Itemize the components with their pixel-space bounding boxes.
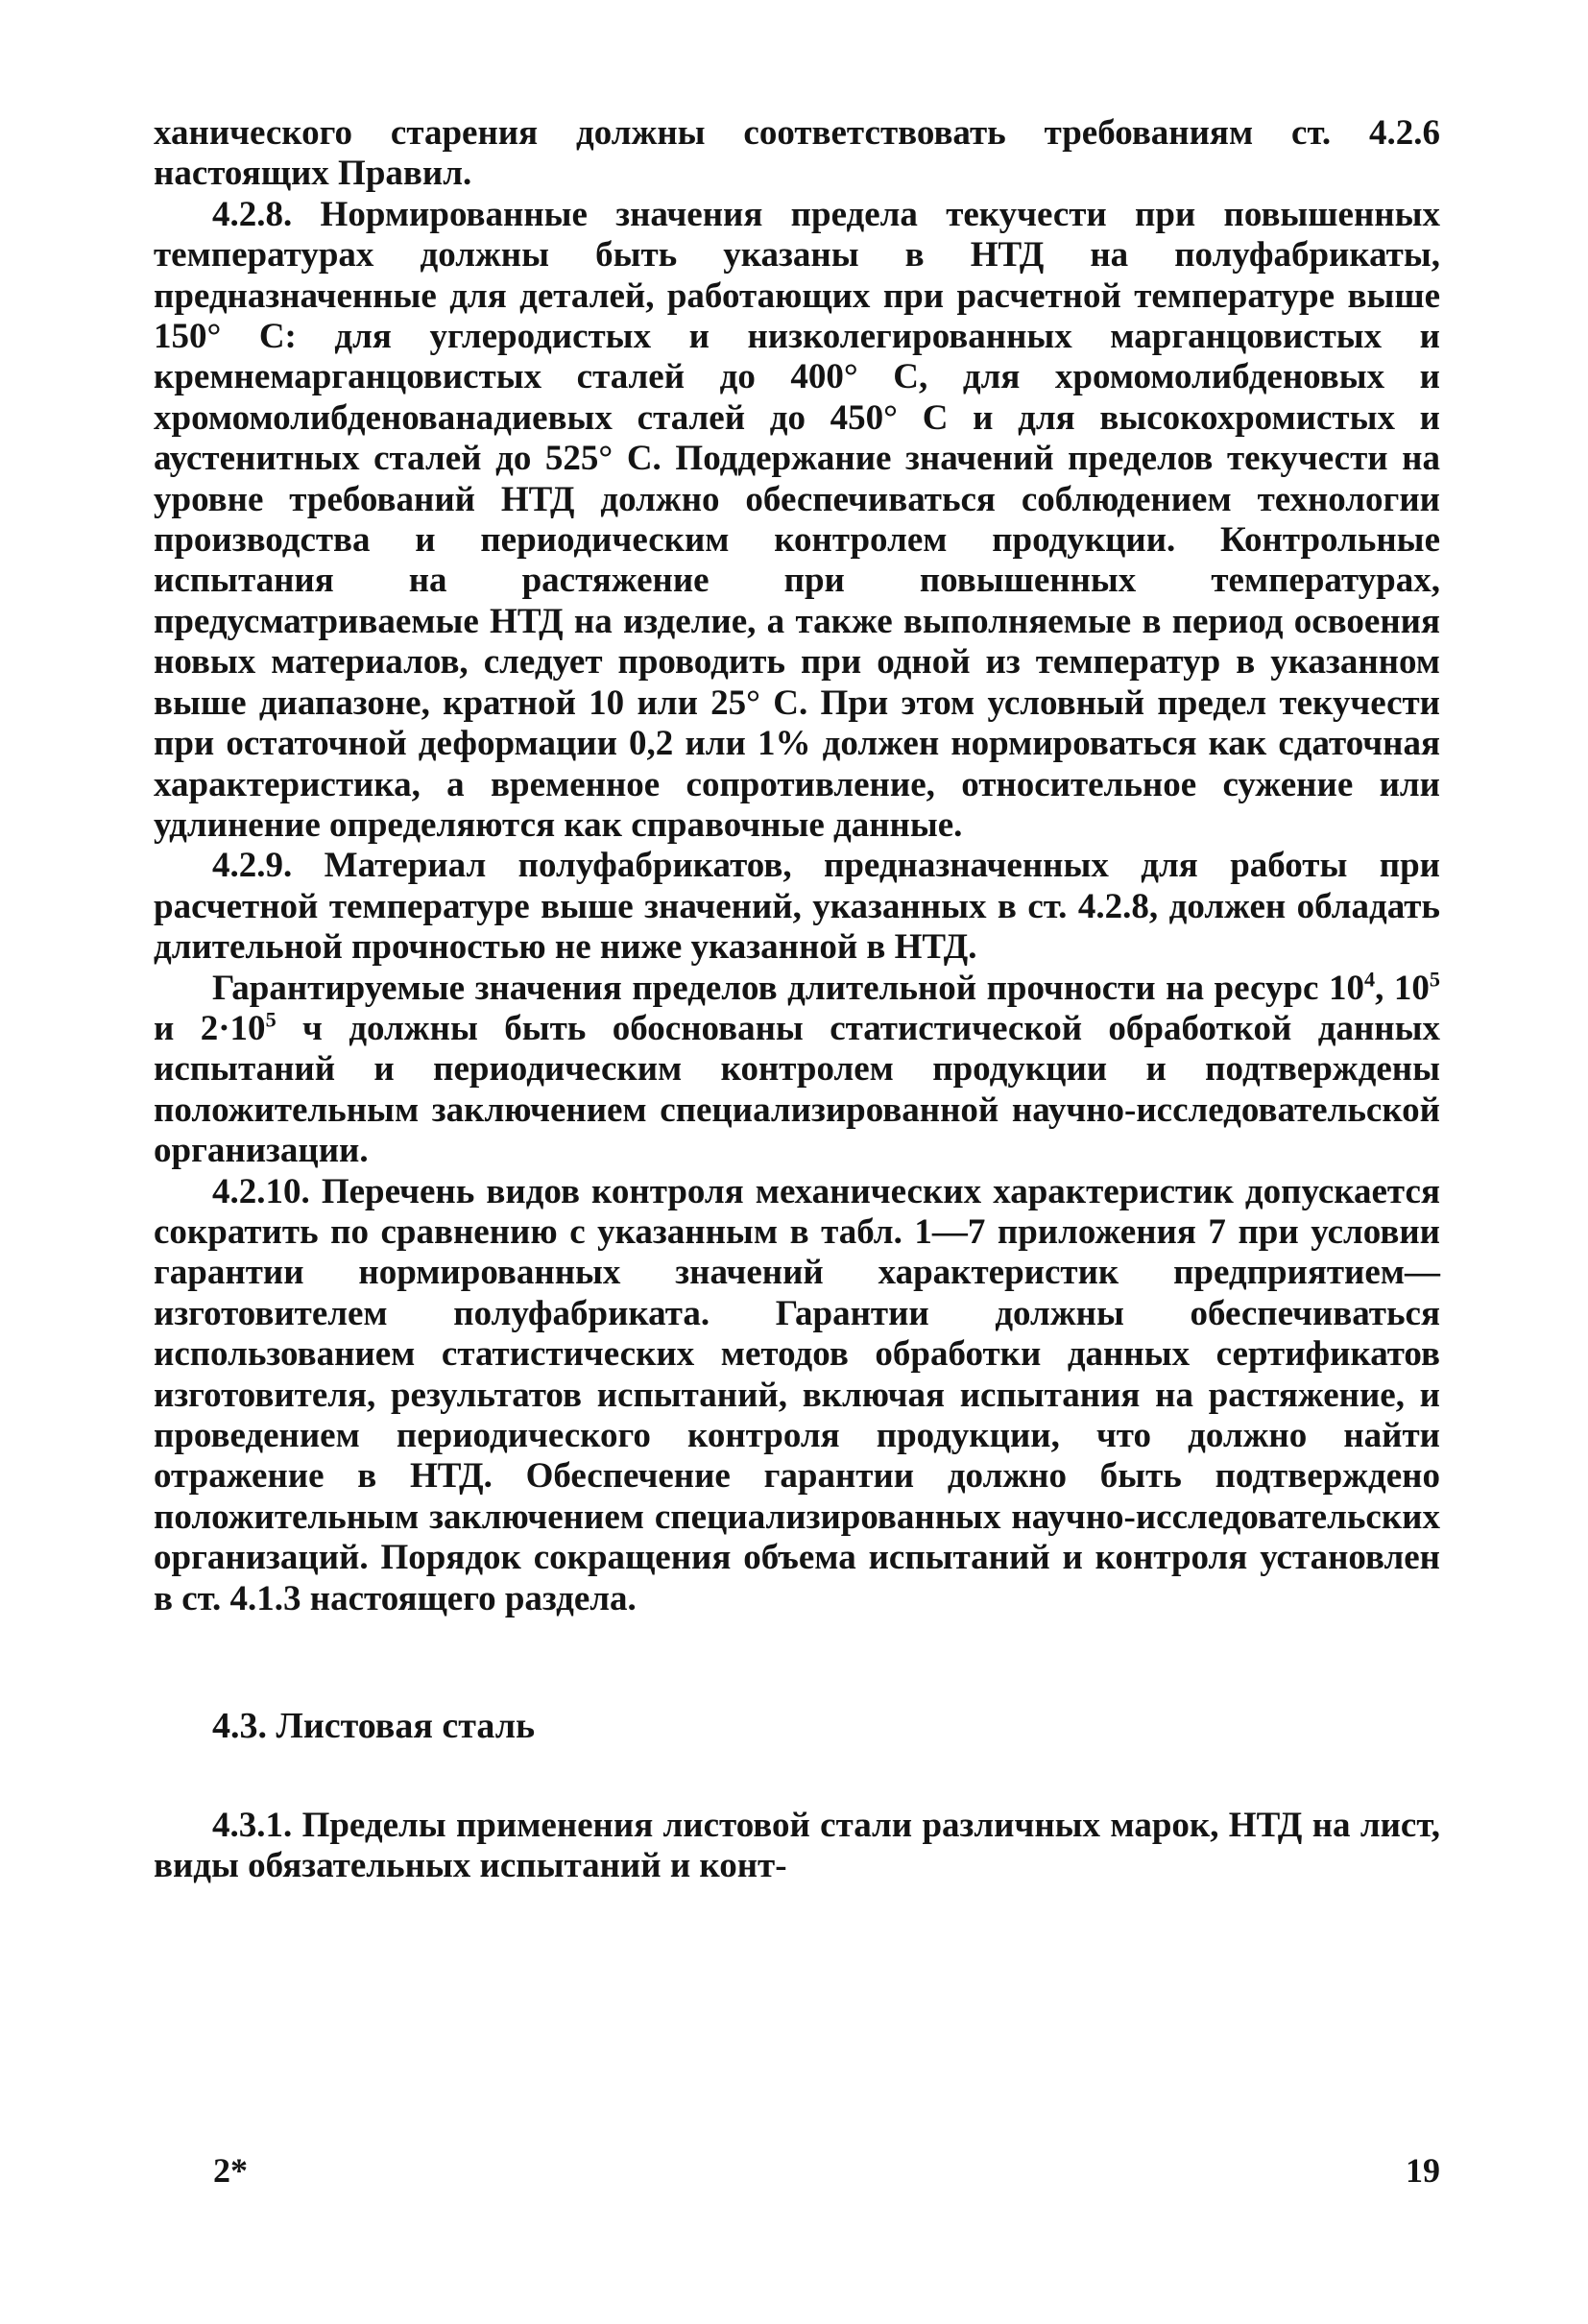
paragraph-text-part: ч должны быть обоснованы статистической обработкой данных испытаний и периодическим контролем продукции и подтверждены положительным заключением специализированной научно-исследовательской организации. <box>154 1008 1440 1171</box>
superscript-exponent: 5 <box>1429 967 1440 992</box>
paragraph-text-part: и 2·10 <box>154 1008 266 1048</box>
superscript-exponent: 4 <box>1364 967 1376 992</box>
paragraph-4-3-1: 4.3.1. Пределы применения листовой стали различных марок, НТД на лист, виды обязательных испытаний и конт- <box>154 1806 1440 1886</box>
paragraph-guaranteed-values <box>154 969 1440 1172</box>
paragraph-4-2-10: 4.2.10. Перечень видов контроля механических характеристик допускается сократить по сравнению с указанным в табл. 1—7 приложения 7 при условии гарантии нормированных значений характеристик предприятием—изготовителем полуфабриката. Гарантии должны обеспечиваться использованием статистических методов обработки данных сертификатов изготовителя, результатов испытаний, включая испытания на растяжение, и проведением периодического контроля продукции, что должно найти отражение в НТД. Обеспечение гарантии должно быть подтверждено положительным заключением специализированных научно-исследовательских организаций. Порядок сокращения объема испытаний и контроля установлен в ст. 4.1.3 настоящего раздела. <box>154 1171 1440 1618</box>
paragraph-4-2-9: 4.2.9. Материал полуфабрикатов, предназначенных для работы при расчетной температуре выше значений, указанных в ст. 4.2.8, должен обладать длительной прочностью не ниже указанной в НТД. <box>154 846 1440 968</box>
paragraph-text-part: Гарантируемые значения пределов длительной прочности на ресурс 10 <box>212 968 1364 1008</box>
paragraph-continuation: ханического старения должны соответствовать требованиям ст. 4.2.6 настоящих Правил. <box>154 113 1440 194</box>
paragraph-4-2-8: 4.2.8. Нормированные значения предела текучести при повышенных температурах должны быть указаны в НТД на полуфабрикаты, предназначенные для деталей, работающих при расчетной температуре выше 150° С: для углеродистых и низколегированных марганцовистых и кремнемарганцовистых сталей до 400° С, для хромомолибденовых и хромомолибденованадиевых сталей до 450° С и для высокохромистых и аустенитных сталей до 525° С. Поддержание значений пределов текучести на уровне требований НТД должно обеспечиваться соблюдением технологии производства и периодическим контролем продукции. Контрольные испытания на растяжение при повышенных температурах, предусматриваемые НТД на изделие, а также выполняемые в период освоения новых материалов, следует проводить при одной из температур в указанном выше диапазоне, кратной 10 или 25° С. При этом условный предел текучести при остаточной деформации 0,2 или 1% должен нормироваться как сдаточная характеристика, а временное сопротивление, относительное сужение или удлинение определяются как справочные данные. <box>154 194 1440 845</box>
document-page <box>154 113 1440 1887</box>
page-number: 19 <box>1406 2151 1440 2190</box>
signature-mark: 2* <box>213 2151 248 2190</box>
superscript-exponent: 5 <box>265 1007 277 1032</box>
section-heading: 4.3. Листовая сталь <box>212 1706 536 1747</box>
paragraph-text-part: , 10 <box>1375 968 1430 1008</box>
